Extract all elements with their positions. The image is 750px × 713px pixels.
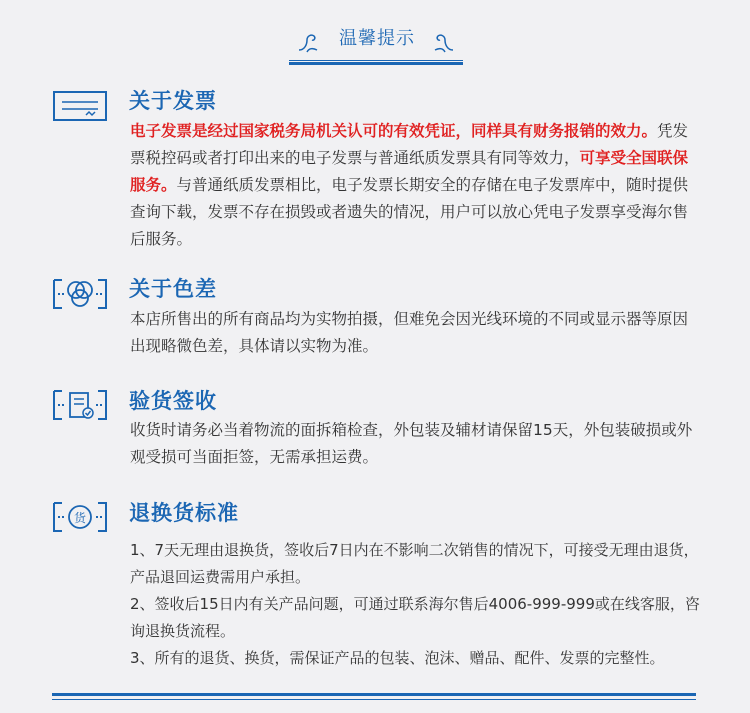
swirl-right-icon <box>431 30 457 56</box>
list-item: 3、所有的退货、换货，需保证产品的包装、泡沫、赠品、配件、发票的完整性。 <box>130 649 665 667</box>
tips-banner <box>289 4 463 65</box>
color-body: 本店所售出的所有商品均为实物拍摄，但难免会因光线环境的不同或显示器等原因出现略微色差，具体请以实物为准。 <box>130 310 689 355</box>
inspect-body: 收货时请务必当着物流的面拆箱检查，外包装及辅材请保留15天，外包装破损或外观受损可当面拒签，无需承担运费。 <box>130 421 693 466</box>
invoice-red-text-1: 电子发票是经过国家税务局机关认可的有效凭证，同样具有财务报销的效力。 <box>130 122 658 140</box>
swirl-left-icon <box>295 30 321 56</box>
footer-divider-thin <box>52 699 696 700</box>
returns-icon-char: 货 <box>73 511 87 525</box>
invoice-body <box>130 118 702 253</box>
returns-icon <box>52 501 108 533</box>
section-title: 关于发票 <box>129 89 217 113</box>
section-returns <box>52 495 702 675</box>
list-item: 1、7天无理由退换货，签收后7日内在不影响二次销售的情况下，可接受无理由退货，产品退回运费需用户承担。 <box>130 541 699 586</box>
section-title: 验货签收 <box>129 389 217 413</box>
invoice-icon <box>52 90 108 122</box>
section-inspect <box>52 383 702 478</box>
banner-title: 温馨提示 <box>339 28 415 49</box>
section-title: 退换货标准 <box>129 501 239 525</box>
section-title: 关于色差 <box>129 277 217 301</box>
invoice-red-text-2: 可享受全国联保服务。 <box>130 149 689 194</box>
section-invoice <box>52 80 702 260</box>
invoice-text-1: 凭发票税控码或者打印出来的电子发票与普通纸质发票具有同等效力， <box>130 122 689 167</box>
invoice-text-2: 与普通纸质发票相比，电子发票长期安全的存储在电子发票库中，随时提供查询下载，发票不存在损毁或者遗失的情况，用户可以放心凭电子发票享受海尔售后服务。 <box>130 176 689 248</box>
document-check-icon <box>52 389 108 421</box>
color-circles-icon <box>52 278 108 310</box>
section-color <box>52 270 702 365</box>
list-item: 2、签收后15日内有关产品问题，可通过联系海尔售后4006-999-999或在线客服，咨询退换货流程。 <box>130 595 700 640</box>
footer-divider <box>52 693 696 696</box>
returns-list <box>130 537 702 672</box>
